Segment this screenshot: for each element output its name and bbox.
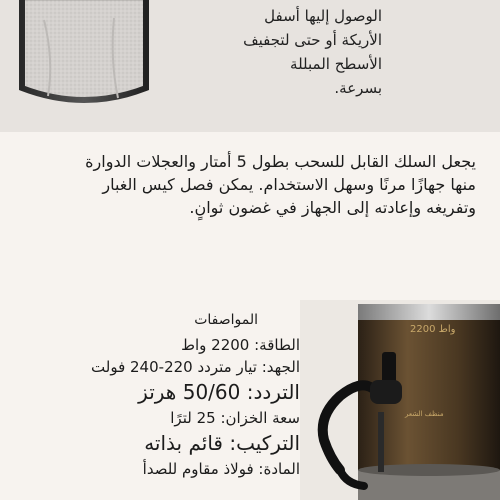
tank-power-label: 2200 واط (410, 324, 456, 335)
spec-frequency: التردد: 50/60 هرتز (138, 380, 300, 404)
spec-power: الطاقة: 2200 واط (181, 336, 300, 354)
spec-tank-capacity: سعة الخزان: 25 لترًا (170, 409, 300, 427)
specifications-list (30, 312, 300, 480)
top-text-line: بسرعة. (334, 79, 382, 97)
top-text-line: الوصول إليها أسفل (264, 7, 382, 25)
top-text-line: الأريكة أو حتى لتجفيف (243, 31, 382, 49)
spec-material: المادة: فولاذ مقاوم للصدأ (142, 460, 300, 478)
description-line: وتفريغه وإعادته إلى الجهاز في غضون ثوانٍ. (189, 198, 476, 217)
top-feature-panel (0, 0, 500, 132)
top-feature-text (182, 4, 382, 100)
tank-brand-label: منظف الشعر (405, 410, 444, 418)
description-paragraph (16, 150, 476, 219)
description-line: يجعل السلك القابل للسحب بطول 5 أمتار والعجلات الدوارة (85, 152, 476, 171)
specifications-title: المواصفات (194, 312, 258, 328)
spec-voltage: الجهد: تيار متردد 220-240 فولت (91, 358, 300, 376)
top-text-line: الأسطح المبللة (290, 55, 382, 73)
spec-installation: التركيب: قائم بذاته (144, 431, 300, 455)
dust-filter-bag-image (14, 0, 154, 110)
vacuum-cleaner-image (300, 300, 500, 500)
description-line: منها جهازًا مرنًا وسهل الاستخدام. يمكن فصل كيس الغبار (102, 175, 476, 194)
